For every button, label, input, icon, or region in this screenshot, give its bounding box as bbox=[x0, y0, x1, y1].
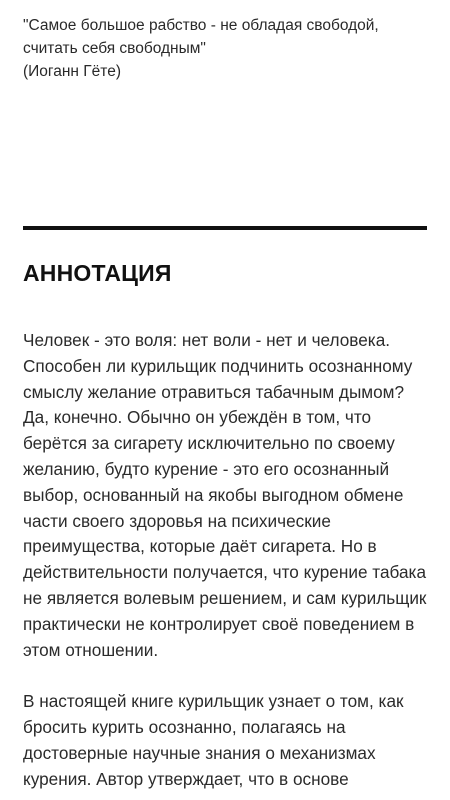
section-divider bbox=[23, 226, 427, 230]
epigraph-author: (Иоганн Гёте) bbox=[23, 63, 122, 80]
section-heading: АННОТАЦИЯ bbox=[23, 260, 172, 286]
epigraph bbox=[23, 14, 423, 83]
epigraph-quote: "Самое большое рабство - не обладая свободой, считать себя свободным" bbox=[23, 17, 379, 57]
annotation-body bbox=[23, 328, 433, 800]
annotation-paragraph: В настоящей книге курильщик узнает о том, как бросить курить осознанно, полагаясь на достоверные научные знания о механизмах курения. Автор утверждает, что в основе bbox=[23, 691, 404, 789]
annotation-paragraph: Человек - это воля: нет воли - нет и человека. Способен ли курильщик подчинить осознанному смыслу желание отравиться табачным дымом? Да, конечно. Обычно он убеждён в том, что берётся за сигарету исключительно по своему желанию, будто курение - это его осознанный выбор, основанный на якобы выгодном обмене части своего здоровья на психические преимущества, которые даёт сигарета. Но в действительности получается, что курение табака не является волевым решением, и сам курильщик практически не контролирует своё поведением в этом отношении. bbox=[23, 330, 427, 660]
